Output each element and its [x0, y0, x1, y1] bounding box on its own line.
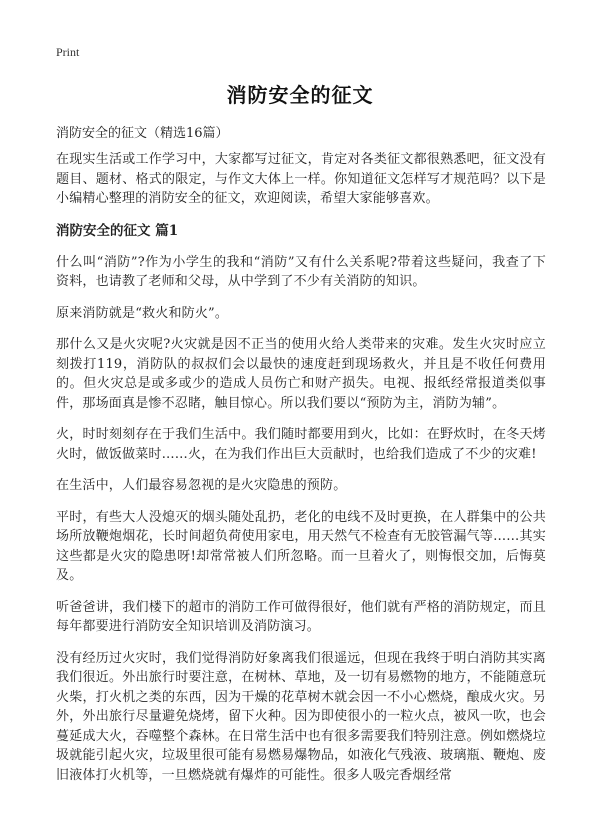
section-heading: 消防安全的征文 篇1: [56, 222, 179, 239]
page-title: 消防安全的征文: [226, 83, 374, 107]
body-paragraph: 在生活中，人们最容易忽视的是火灾隐患的预防。: [56, 478, 347, 493]
body-paragraph: 没有经历过火灾时，我们觉得消防好象离我们很遥远，但现在我终于明白消防其实离我们很近。外出旅行时要注意，在树林、草地，及一切有易燃物的地方，不能随意玩火柴，打火机之类的东西，因为干燥的花草树木就会因一不小心燃烧，酿成火灾。另外，外出旅行尽量避免烧烤，留下火种。因为即使很小的一粒火点，被风一吹，也会蔓延成大火，吞噬整个森林。在日常生活中也有很多需要我们特别注意。例如燃烧垃圾就能引起火灾，垃圾里很可能有易燃易爆物品，如液化气残液、玻璃瓶、鞭炮、废旧液体打火机等，一旦燃烧就有爆炸的可能性。很多人吸完香烟经常: [56, 650, 546, 783]
document-body: [56, 150, 546, 797]
document-subtitle: 消防安全的征文（精选16篇）: [56, 126, 229, 141]
body-paragraph: 原来消防就是“救火和防火”。: [56, 305, 229, 321]
body-paragraph: 什么叫“消防”?作为小学生的我和“消防”又有什么关系呢?带着这些疑问，我查了下资料，也请教了老师和父母，从中学到了不少有关消防的知识。: [56, 254, 546, 289]
print-label: Print: [56, 45, 80, 59]
intro-paragraph: 在现实生活或工作学习中，大家都写过征文，肯定对各类征文都很熟悉吧，征文没有题目、题材、格式的限定，与作文大体上一样。你知道征文怎样写才规范吗？以下是小编精心整理的消防安全的征文，欢迎阅读，希望大家能够喜欢。: [56, 152, 546, 206]
body-paragraph: 平时，有些大人没熄灭的烟头随处乱扔，老化的电线不及时更换，在人群集中的公共场所放鞭炮烟花，长时间超负荷使用家电，用天然气不检查有无胶管漏气等……其实这些都是火灾的隐患呀!却常常被人们所忽略。而一旦着火了，则悔恨交加，后悔莫及。: [56, 509, 546, 583]
body-paragraph: 火，时时刻刻存在于我们生活中。我们随时都要用到火，比如：在野炊时，在冬天烤火时，做饭做菜时……火，在为我们作出巨大贡献时，也给我们造成了不少的灾难!: [56, 427, 546, 462]
body-paragraph: 那什么又是火灾呢?火灾就是因不正当的使用火给人类带来的灾难。发生火灾时应立刻拨打119，消防队的叔叔们会以最快的速度赶到现场救火，并且是不收任何费用的。但火灾总是或多或少的造成人员伤亡和财产损失。电视、报纸经常报道类似事件，那场面真是惨不忍睹，触目惊心。所以我们要以“预防为主，消防为辅”。: [56, 337, 546, 411]
body-paragraph: 听爸爸讲，我们楼下的超市的消防工作可做得很好，他们就有严格的消防规定，而且每年都要进行消防安全知识培训及消防演习。: [56, 599, 546, 634]
